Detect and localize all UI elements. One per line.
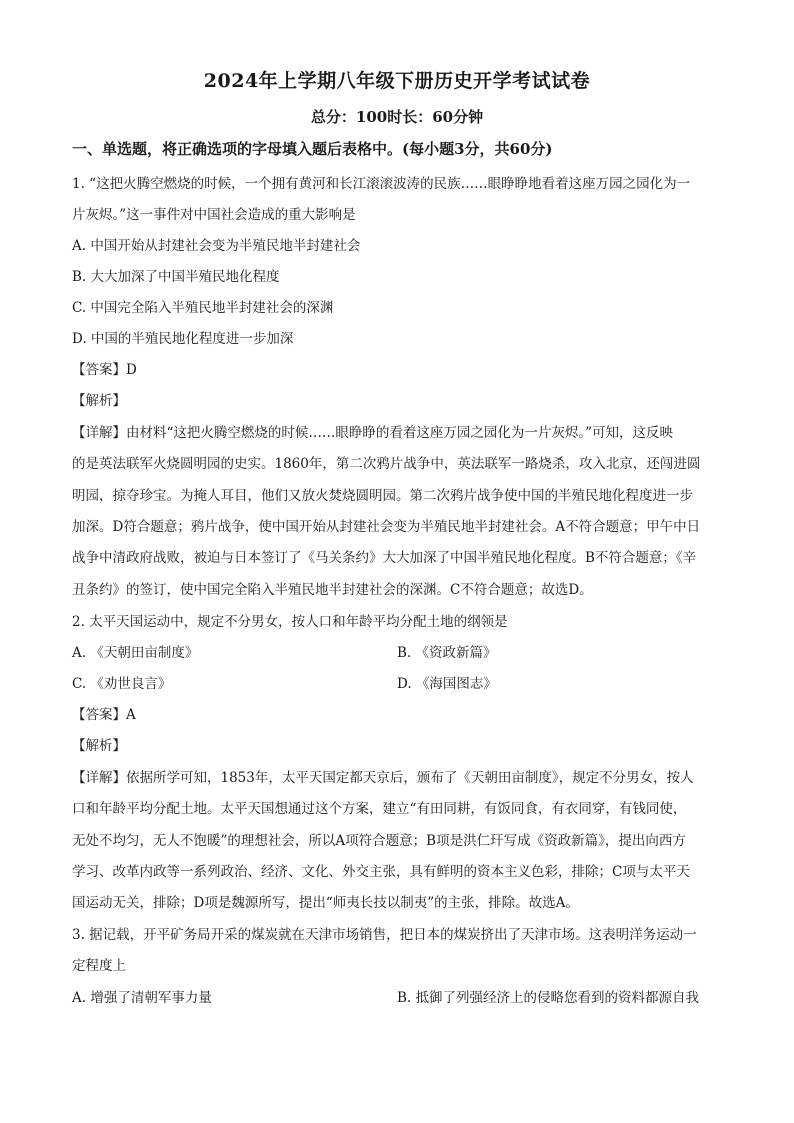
q1-detail-line: 加深。D符合题意；鸦片战争，使中国开始从封建社会变为半殖民地半封建社会。A不符合题意；甲午中日	[72, 519, 701, 535]
q1-option-c: C. 中国完全陷入半殖民地半封建社会的深渊	[72, 300, 334, 316]
q1-detail-line: 【详解】由材料“这把火腾空燃烧的时候……眼睁睁的看着这座万园之园化为一片灰烬。”可知，这反映	[72, 425, 674, 441]
q2-option-b: B. 《资政新篇》	[397, 645, 497, 661]
q2-option-d: D. 《海国图志》	[397, 676, 497, 692]
q1-detail-line: 明园，掠夺珍宝。为掩人耳目，他们又放火焚烧圆明园。第二次鸦片战争使中国的半殖民地化程度进一步	[72, 488, 693, 504]
q2-option-a: A. 《天朝田亩制度》	[72, 645, 199, 661]
q1-option-d: D. 中国的半殖民地化程度进一步加深	[72, 331, 294, 347]
q2-detail-line: 口和年龄平均分配土地。太平天国想通过这个方案，建立“有田同耕，有饭同食，有衣同穿，有钱同使，	[72, 801, 687, 817]
exam-info: 总分：100时长：60分钟	[310, 108, 484, 126]
q3-option-b: B. 抵御了列强经济上的侵略您看到的资料都源自我	[397, 990, 700, 1006]
q3-option-a: A. 增强了清朝军事力量	[72, 990, 212, 1006]
q2-stem: 2. 太平天国运动中，规定不分男女，按人口和年龄平均分配土地的纲领是	[72, 614, 508, 630]
q1-option-b: B. 大大加深了中国半殖民地化程度	[72, 269, 280, 285]
q2-detail-line: 国运动无关，排除；D项是魏源所写，提出“师夷长技以制夷”的主张，排除。故选A。	[72, 895, 579, 911]
q2-detail-line: 学习、改革内政等一系列政治、经济、文化、外交主张，具有鲜明的资本主义色彩，排除；C项与太平天	[72, 864, 690, 880]
q1-option-a: A. 中国开始从封建社会变为半殖民地半封建社会	[72, 238, 361, 254]
q3-stem-line1: 3. 据记载，开平矿务局开采的煤炭就在天津市场销售，把日本的煤炭挤出了天津市场。这表明洋务运动一	[72, 927, 697, 943]
q1-stem-line2: 片灰烬。”这一事件对中国社会造成的重大影响是	[72, 207, 356, 223]
q1-analysis-label: 【解析】	[72, 393, 126, 409]
q1-detail-line: 的是英法联军火烧圆明园的史实。1860年，第二次鸦片战争中，英法联军一路烧杀，攻入北京，还闯进圆	[72, 456, 701, 472]
q2-analysis-label: 【解析】	[72, 738, 126, 754]
q1-answer: 【答案】D	[72, 362, 137, 378]
q2-answer: 【答案】A	[72, 707, 136, 723]
q2-detail-line: 【详解】依据所学可知，1853年，太平天国定都天京后，颁布了《天朝田亩制度》，规定不分男女，按人	[72, 770, 694, 786]
q2-option-c: C. 《劝世良言》	[72, 676, 172, 692]
q1-detail-line: 战争中清政府战败，被迫与日本签订了《马关条约》大大加深了中国半殖民地化程度。B不符合题意；《辛	[72, 550, 697, 566]
section-heading: 一、单选题，将正确选项的字母填入题后表格中。(每小题3分，共60分)	[72, 140, 553, 158]
q1-stem-line1: 1. “这把火腾空燃烧的时候，一个拥有黄河和长江滚滚波涛的民族……眼睁睁地看着这座万园之园化为一	[72, 176, 691, 192]
page-title: 2024年上学期八年级下册历史开学考试试卷	[203, 70, 591, 92]
q3-stem-line2: 定程度上	[72, 958, 126, 974]
q2-detail-line: 无处不均匀，无人不饱暖”的理想社会，所以A项符合题意；B项是洪仁玕写成《资政新篇》，提出向西方	[72, 833, 686, 849]
q1-detail-line: 丑条约》的签订，使中国完全陷入半殖民地半封建社会的深渊。C不符合题意；故选D。	[72, 582, 593, 598]
